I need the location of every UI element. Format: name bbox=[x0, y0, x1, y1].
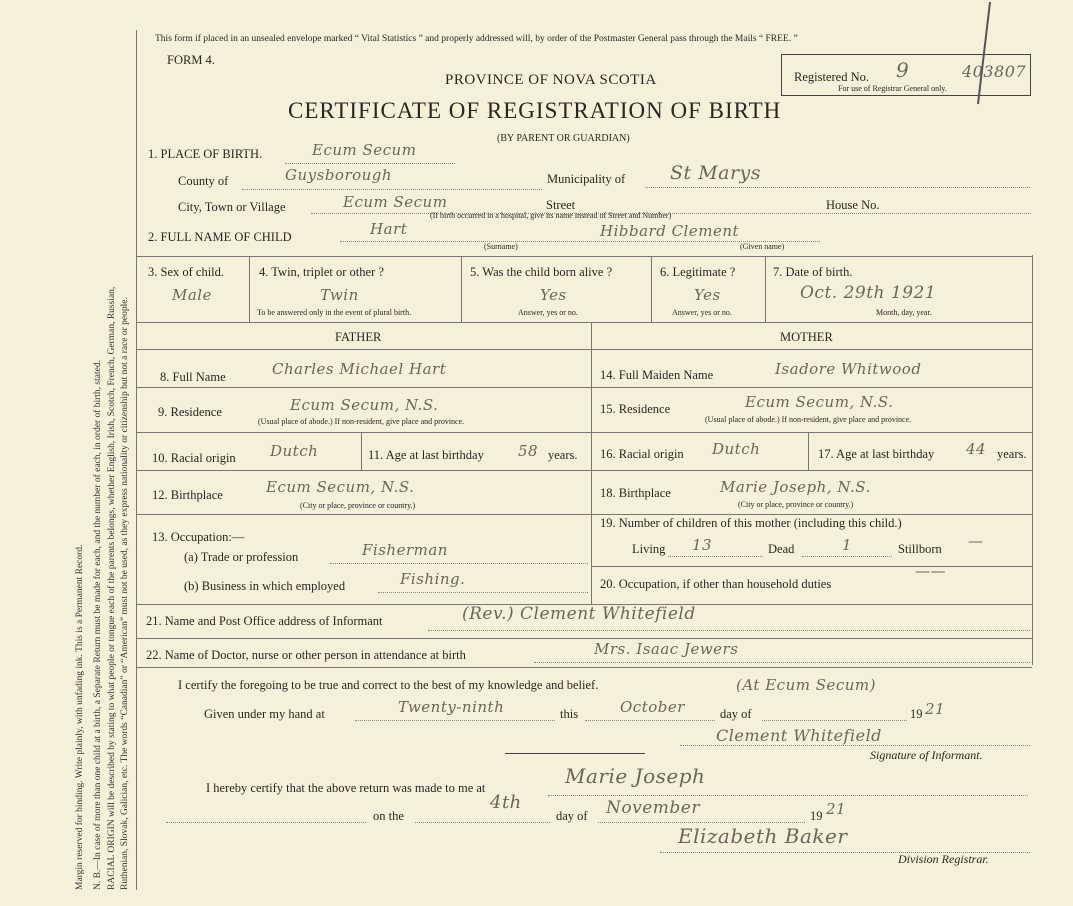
mother-age-unit: years. bbox=[997, 447, 1027, 461]
alive-label: 5. Was the child born alive ? bbox=[470, 265, 613, 279]
registered-number: 9 bbox=[896, 58, 910, 82]
date-label: 7. Date of birth. bbox=[773, 265, 853, 279]
trade-value: Fisherman bbox=[362, 541, 448, 559]
mail-notice: This form if placed in an unsealed envelope marked “ Vital Statistics ” and properly addressed will, by order of the Postmaster General pass through the Mails “ FREE. ” bbox=[155, 34, 798, 44]
mother-birthplace-label: 18. Birthplace bbox=[600, 486, 671, 500]
pen-stroke bbox=[940, 0, 1000, 110]
stillborn-label: Stillborn bbox=[898, 542, 942, 556]
mother-residence-note: (Usual place of abode.) If non-resident, give place and province. bbox=[705, 415, 912, 424]
this-label: this bbox=[560, 707, 579, 721]
informant-signature-label: Signature of Informant. bbox=[870, 748, 983, 762]
certify-text: I certify the foregoing to be true and correct to the best of my knowledge and belief. bbox=[178, 678, 599, 692]
registrar-text: I hereby certify that the above return was made to me at bbox=[206, 781, 486, 795]
father-age-value: 58 bbox=[518, 442, 539, 460]
city-label: City, Town or Village bbox=[178, 200, 286, 214]
certificate-subtitle: (BY PARENT OR GUARDIAN) bbox=[497, 133, 630, 144]
business-label: (b) Business in which employed bbox=[184, 579, 346, 593]
margin-note-binding: Margin reserved for binding. Write plainly, with unfading ink. This is a Permanent Record. bbox=[75, 544, 85, 890]
province-heading: PROVINCE OF NOVA SCOTIA bbox=[445, 72, 657, 88]
house-label: House No. bbox=[826, 198, 880, 212]
registrar-place: Marie Joseph bbox=[565, 764, 706, 788]
surname-note: (Surname) bbox=[484, 242, 518, 251]
mother-name-label: 14. Full Maiden Name bbox=[600, 368, 714, 382]
margin-border bbox=[136, 30, 137, 890]
father-name-label: 8. Full Name bbox=[160, 370, 226, 384]
registrar-signature-label: Division Registrar. bbox=[898, 852, 989, 866]
father-heading: FATHER bbox=[335, 330, 382, 344]
registered-note: For use of Registrar General only. bbox=[838, 84, 947, 93]
dead-value: 1 bbox=[842, 536, 853, 554]
right-border bbox=[1032, 255, 1033, 665]
county-label: County of bbox=[178, 174, 229, 188]
alive-note: Answer, yes or no. bbox=[518, 308, 578, 317]
living-value: 13 bbox=[692, 536, 713, 554]
legitimate-value: Yes bbox=[694, 286, 721, 304]
legitimate-label: 6. Legitimate ? bbox=[660, 265, 736, 279]
father-residence-label: 9. Residence bbox=[158, 405, 222, 419]
registrar-year: 21 bbox=[826, 800, 847, 818]
registrar-year-prefix: 19 bbox=[810, 809, 823, 823]
twin-label: 4. Twin, triplet or other ? bbox=[259, 265, 384, 279]
on-the-label: on the bbox=[373, 809, 404, 823]
stillborn-value: — bbox=[968, 532, 984, 550]
mother-age-label: 17. Age at last birthday bbox=[818, 447, 935, 461]
father-residence-value: Ecum Secum, N.S. bbox=[290, 396, 439, 414]
year-prefix: 19 bbox=[910, 707, 923, 721]
margin-note-nb: N. B.—In case of more than one child at a birth, a Separate Return must be made for each, and the number of each, in order of birth, stated. bbox=[93, 360, 103, 890]
certificate-title: CERTIFICATE OF REGISTRATION OF BIRTH bbox=[288, 98, 782, 123]
child-given-name: Hibbard Clement bbox=[600, 222, 740, 240]
place-of-birth-value: Ecum Secum bbox=[312, 141, 417, 159]
father-age-label: 11. Age at last birthday bbox=[368, 448, 484, 462]
mother-racial-label: 16. Racial origin bbox=[600, 447, 684, 461]
alive-value: Yes bbox=[540, 286, 567, 304]
street-label: Street bbox=[546, 198, 576, 212]
twin-note: To be answered only in the event of plural birth. bbox=[257, 308, 412, 317]
father-residence-note: (Usual place of abode.) If non-resident, give place and province. bbox=[258, 417, 465, 426]
day-of-label: day of bbox=[720, 707, 752, 721]
certify-place: (At Ecum Secum) bbox=[736, 676, 877, 694]
registered-label: Registered No. bbox=[794, 70, 869, 84]
hospital-note: (If birth occurred in a hospital, give its name instead of Street and Number) bbox=[430, 211, 672, 220]
mother-birthplace-value: Marie Joseph, N.S. bbox=[720, 478, 871, 496]
business-value: Fishing. bbox=[400, 570, 466, 588]
father-racial-label: 10. Racial origin bbox=[152, 451, 236, 465]
registrar-day: 4th bbox=[490, 792, 522, 813]
municipality-value: St Marys bbox=[670, 162, 762, 184]
informant-label: 21. Name and Post Office address of Informant bbox=[146, 614, 383, 628]
twin-value: Twin bbox=[320, 286, 359, 304]
living-label: Living bbox=[632, 542, 666, 556]
child-surname: Hart bbox=[370, 220, 408, 238]
county-value: Guysborough bbox=[285, 166, 393, 184]
informant-value: (Rev.) Clement Whitefield bbox=[462, 604, 696, 624]
year-value: 21 bbox=[925, 700, 946, 718]
mother-occupation-value: —— bbox=[915, 562, 946, 580]
doctor-label: 22. Name of Doctor, nurse or other person in attendance at birth bbox=[146, 648, 466, 662]
registrar-day-of-label: day of bbox=[556, 809, 588, 823]
mother-occupation-label: 20. Occupation, if other than household duties bbox=[600, 577, 832, 591]
occupation-label: 13. Occupation:— bbox=[152, 530, 245, 544]
father-age-unit: years. bbox=[548, 448, 578, 462]
full-name-label: 2. FULL NAME OF CHILD bbox=[148, 230, 292, 244]
given-name-note: (Given name) bbox=[740, 242, 785, 251]
sex-value: Male bbox=[172, 286, 212, 304]
children-label: 19. Number of children of this mother (including this child.) bbox=[600, 516, 902, 530]
doctor-value: Mrs. Isaac Jewers bbox=[594, 640, 739, 658]
mother-racial-value: Dutch bbox=[712, 440, 761, 458]
father-birthplace-note: (City or place, province or country.) bbox=[300, 501, 416, 510]
trade-label: (a) Trade or profession bbox=[184, 550, 299, 564]
father-name-value: Charles Michael Hart bbox=[272, 360, 447, 378]
mother-heading: MOTHER bbox=[780, 330, 833, 344]
given-day-value: Twenty-ninth bbox=[398, 698, 505, 716]
father-birthplace-label: 12. Birthplace bbox=[152, 488, 223, 502]
registrar-month: November bbox=[606, 798, 700, 818]
mother-residence-label: 15. Residence bbox=[600, 402, 671, 416]
registered-stamp: 403807 bbox=[962, 62, 1027, 81]
sex-label: 3. Sex of child. bbox=[148, 265, 225, 279]
father-birthplace-value: Ecum Secum, N.S. bbox=[266, 478, 415, 496]
margin-note-racial-2: Ruthenian, Slovak, Galician, etc. The words “Canadian” or “American” must not be used, as they express nationality or citizenship but not a race or people. bbox=[120, 297, 130, 890]
municipality-label: Municipality of bbox=[547, 172, 626, 186]
given-month-value: October bbox=[620, 698, 685, 716]
margin-note-racial: RACIAL ORIGIN will be described by stating to what people or tongue each of the parents belongs, whether English, Irish, Scotch, French, German, Russian, bbox=[107, 286, 117, 890]
date-value: Oct. 29th 1921 bbox=[800, 283, 937, 303]
form-number: FORM 4. bbox=[167, 53, 215, 67]
mother-age-value: 44 bbox=[966, 440, 987, 458]
mother-birthplace-note: (City or place, province or country.) bbox=[738, 500, 854, 509]
date-note: Month, day, year. bbox=[876, 308, 932, 317]
city-value: Ecum Secum bbox=[343, 193, 448, 211]
dead-label: Dead bbox=[768, 542, 795, 556]
registrar-signature: Elizabeth Baker bbox=[678, 824, 848, 848]
given-under-label: Given under my hand at bbox=[204, 707, 325, 721]
mother-name-value: Isadore Whitwood bbox=[775, 360, 922, 378]
place-of-birth-label: 1. PLACE OF BIRTH. bbox=[148, 147, 263, 161]
informant-signature: Clement Whitefield bbox=[716, 726, 882, 745]
mother-residence-value: Ecum Secum, N.S. bbox=[745, 393, 894, 411]
father-racial-value: Dutch bbox=[270, 442, 319, 460]
legitimate-note: Answer, yes or no. bbox=[672, 308, 732, 317]
